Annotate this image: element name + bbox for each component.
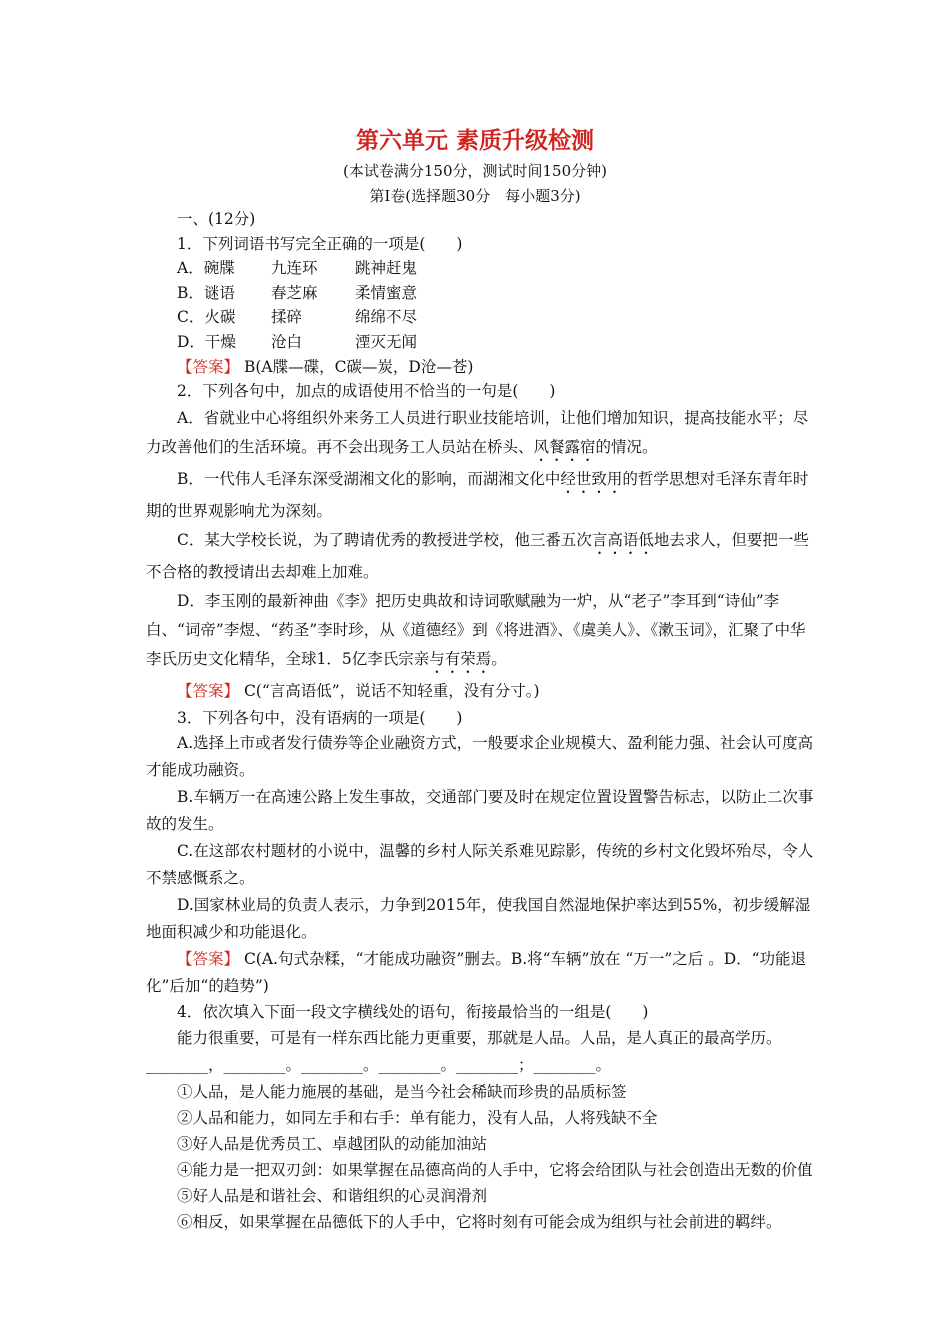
exam-info: (本试卷满分150分，测试时间150分钟) — [343, 162, 607, 180]
answer-label: 【答案】 — [177, 950, 240, 969]
q1-option-a: A．碗牒 九连环 跳神赶鬼 — [177, 259, 418, 278]
answer-label: 【答案】 — [177, 357, 240, 376]
q4-stem: 4．依次填入下面一段文字横线处的语句，衔接最恰当的一组是( ) — [177, 1003, 649, 1022]
q4-item-4: ④能力是一把双刃剑：如果掌握在品德高尚的人手中，它将会给团队与社会创造出无数的价值 — [177, 1160, 813, 1179]
q4-passage: 能力很重要，可是有一样东西比能力更重要，那就是人品。人品，是人真正的最高学历。________，________。________。________。________；________。 — [146, 1028, 782, 1074]
question-content — [146, 207, 816, 1235]
q2-answer: 【答案】 C(“言高语低”，说话不知轻重，没有分寸。) — [177, 681, 540, 700]
section-heading: 第Ⅰ卷(选择题30分 每小题3分) — [369, 187, 581, 205]
q1-option-d: D．干燥 沧白 湮灭无闻 — [177, 332, 418, 351]
q3-option-b: B.车辆万一在高速公路上发生事故，交通部门要及时在规定位置设置警告标志，以防止二次事故的发生。 — [146, 788, 814, 834]
page-title: 第六单元 素质升级检测 — [355, 128, 594, 154]
q3-answer: 【答案】 C(A.句式杂糅，“才能成功融资”删去。B.将“车辆”放在 “万一”之后 。D．“功能退化”后加“的趋势”) — [146, 950, 807, 996]
q4-item-2: ②人品和能力，如同左手和右手：单有能力，没有人品，人将残缺不全 — [177, 1108, 658, 1127]
q2-option-d: D．李玉刚的最新神曲《李》把历史典故和诗词歌赋融为一炉，从“老子”李耳到“诗仙”李白、“词帝”李煜、“药圣”李时珍，从《道德经》到《将进酒》、《虞美人》、《漱玉词》，汇聚了中华李氏历史文化精华，全球1．5亿李氏宗亲与有荣焉。 — [146, 591, 806, 668]
q1-option-c: C．火碳 揉碎 绵绵不尽 — [177, 308, 418, 327]
q2-option-c: C．某大学校长说，为了聘请优秀的教授进学校，他三番五次言高语低地去求人，但要把一些不合格的教授请出去却难上加难。 — [146, 530, 809, 581]
q2-option-b: B．一代伟人毛泽东深受湖湘文化的影响，而湖湘文化中经世致用的哲学思想对毛泽东青年时期的世界观影响尤为深刻。 — [146, 469, 809, 520]
answer-label: 【答案】 — [177, 681, 240, 700]
q1-stem: 1．下列词语书写完全正确的一项是( ) — [177, 234, 463, 253]
q3-option-a: A.选择上市或者发行债券等企业融资方式，一般要求企业规模大、盈利能力强、社会认可度高才能成功融资。 — [146, 734, 814, 780]
section-label: 一、(12分) — [177, 210, 256, 228]
q1-answer: 【答案】 B(A牒—碟，C碳—炭，D沧—苍) — [177, 357, 474, 376]
q4-item-6: ⑥相反，如果掌握在品德低下的人手中，它将时刻有可能会成为组织与社会前进的羁绊。 — [177, 1212, 782, 1231]
q1-option-b: B．谜语 春芝麻 柔情蜜意 — [177, 283, 418, 302]
q3-stem: 3．下列各句中，没有语病的一项是( ) — [177, 708, 463, 727]
q2-option-a: A．省就业中心将组织外来务工人员进行职业技能培训，让他们增加知识，提高技能水平；尽力改善他们的生活环境。再不会出现务工人员站在桥头、风餐露宿的情况。 — [146, 408, 809, 456]
q3-option-d: D.国家林业局的负责人表示，力争到2015年，使我国自然湿地保护率达到55%，初步缓解湿地面积减少和功能退化。 — [146, 896, 811, 942]
q4-item-5: ⑤好人品是和谐社会、和谐组织的心灵润滑剂 — [177, 1186, 488, 1205]
q4-item-3: ③好人品是优秀员工、卓越团队的动能加油站 — [177, 1134, 488, 1153]
q3-option-c: C.在这部农村题材的小说中，温馨的乡村人际关系难见踪影，传统的乡村文化毁坏殆尽，令人不禁感慨系之。 — [146, 842, 814, 888]
q4-item-1: ①人品，是人能力施展的基础，是当今社会稀缺而珍贵的品质标签 — [177, 1082, 627, 1101]
q2-stem: 2．下列各句中，加点的成语使用不恰当的一句是( ) — [177, 382, 556, 401]
